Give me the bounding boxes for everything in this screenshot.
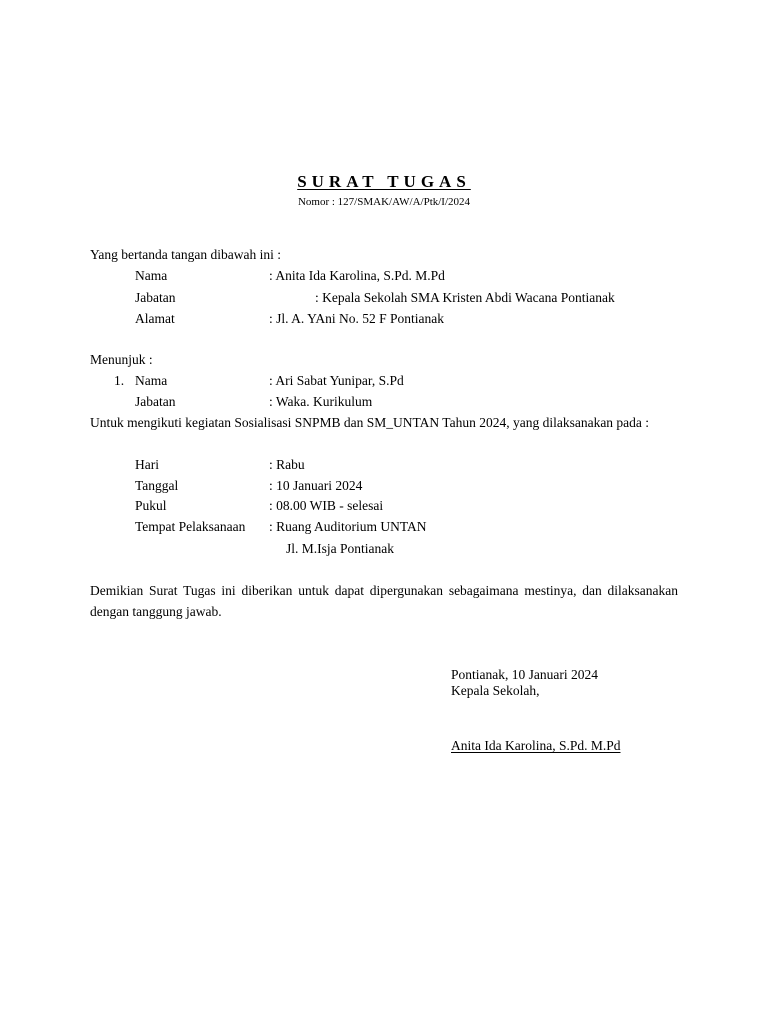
signer-name-value: : Anita Ida Karolina, S.Pd. M.Pd	[269, 268, 445, 283]
purpose-text: Untuk mengikuti kegiatan Sosialisasi SNPMB dan SM_UNTAN Tahun 2024, yang dilaksanakan pada :	[90, 415, 650, 430]
event-date-label: Tanggal	[135, 478, 179, 493]
signer-position-value: : Kepala Sekolah SMA Kristen Abdi Wacana Pontianak	[315, 290, 615, 305]
appointee-name-value: : Ari Sabat Yunipar, S.Pd	[269, 373, 404, 388]
appointee-position-value: : Waka. Kurikulum	[269, 394, 373, 409]
signer-address-label: Alamat	[135, 311, 175, 326]
signature-place-date: Pontianak, 10 Januari 2024	[451, 667, 598, 682]
signer-name-label: Nama	[135, 268, 168, 283]
appointee-position-label: Jabatan	[135, 394, 176, 409]
signer-position-label: Jabatan	[135, 290, 176, 305]
appoint-heading: Menunjuk :	[90, 352, 153, 367]
event-place-address: Jl. M.Isja Pontianak	[286, 541, 394, 556]
appoint-list-number: 1.	[114, 373, 125, 388]
appointee-name-label: Nama	[135, 373, 168, 388]
event-time-label: Pukul	[135, 498, 167, 513]
event-place-value: : Ruang Auditorium UNTAN	[269, 519, 427, 534]
signature-name: Anita Ida Karolina, S.Pd. M.Pd	[451, 738, 621, 753]
event-time-value: : 08.00 WIB - selesai	[269, 498, 384, 513]
signature-role: Kepala Sekolah,	[451, 683, 540, 698]
event-day-value: : Rabu	[269, 457, 305, 472]
intro-text: Yang bertanda tangan dibawah ini :	[90, 247, 281, 262]
event-day-label: Hari	[135, 457, 159, 472]
letter-number: Nomor : 127/SMAK/AW/A/Ptk/I/2024	[297, 196, 471, 208]
event-place-label: Tempat Pelaksanaan	[135, 519, 246, 534]
closing-text: Demikian Surat Tugas ini diberikan untuk dapat dipergunakan sebagaimana mestinya, dan dilaksanakan dengan tanggung jawab.	[90, 583, 678, 619]
letter-title: SURAT TUGAS	[297, 172, 471, 191]
event-date-value: : 10 Januari 2024	[269, 478, 363, 493]
signer-address-value: : Jl. A. YAni No. 52 F Pontianak	[269, 311, 445, 326]
